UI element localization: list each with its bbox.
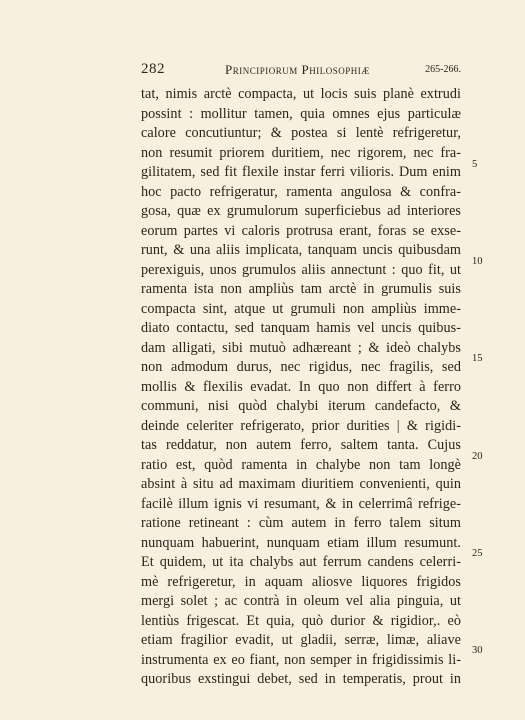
running-title: Principiorum Philosophiæ	[225, 62, 370, 77]
text-line: ratione retineant : cùm autem in ferro talem situm	[141, 515, 461, 531]
text-line: lentiùs frigescat. Et quia, quò durior & rigidior,. eò	[141, 612, 461, 629]
text-line: ramenta ista non ampliùs tam arctè in grumulis suis	[141, 281, 461, 297]
text-line: deinde celeriter refrigerato, prior durities | & rigidi-	[141, 417, 461, 434]
section-range: 265-266.	[425, 64, 461, 75]
text-line: tat, nimis arctè compacta, ut locis suis planè extrudi	[141, 86, 461, 102]
text-line: facilè illum ignis vi resumant, & in celerrimâ refrige-	[141, 495, 461, 512]
text-line: non resumit priorem duritiem, nec rigorem, nec fra-	[141, 144, 461, 161]
line-number: 30	[472, 645, 483, 656]
text-line: non admodum durus, nec rigidus, nec fragilis, sed	[141, 359, 461, 375]
text-line: tas reddatur, non autem ferro, saltem tanta. Cujus	[141, 437, 461, 453]
body-text	[141, 85, 461, 690]
text-line: compacta sint, atque ut grumuli non ampliùs imme-	[141, 300, 461, 317]
text-line: Et quidem, ut ita chalybs aut ferrum candens celerri-	[141, 554, 461, 570]
text-line: quoribus exstingui debet, sed in temperatis, prout in	[141, 671, 461, 687]
text-line: gilitatem, sed fit flexile instar ferri vilioris. Dum enim	[141, 164, 461, 180]
text-line: nunquam habuerint, nunquam etiam illum resumunt.	[141, 534, 461, 551]
text-line: mè refrigeretur, in aquam aliosve liquores frigidos	[141, 573, 461, 590]
text-line: dam alligati, sibi mutuò adhæreant ; & ideò chalybs	[141, 339, 461, 356]
text-line: diato contactu, sed tanquam hamis vel uncis quibus-	[141, 320, 461, 336]
text-line: communi, nisi quòd chalybi iterum candefacto, &	[141, 398, 461, 414]
text-line: runt, & una aliis implicata, tanquam uncis quibusdam	[141, 242, 461, 258]
text-line: absint à situ ad maximam diuritiem convenienti, quin	[141, 476, 461, 492]
text-line: etiam fragilior evadit, ut gladii, serræ, limæ, aliave	[141, 632, 461, 648]
text-line: hoc pacto refrigeratur, ramenta angulosa & confra-	[141, 183, 461, 200]
line-number: 25	[472, 548, 483, 559]
text-line: perexiguis, unos grumulos aliis annectunt : quo fit, ut	[141, 261, 461, 278]
line-number: 20	[472, 451, 483, 462]
text-line: eorum partes vi caloris protrusa erant, foras se exse-	[141, 222, 461, 239]
line-number: 10	[472, 256, 483, 267]
line-number: 15	[472, 353, 483, 364]
running-header	[141, 61, 461, 81]
page-number: 282	[141, 61, 165, 77]
text-line: possint : mollitur tamen, quia omnes ejus particulæ	[141, 105, 461, 122]
text-line: gosa, quæ ex grumulorum superficiebus ad interiores	[141, 203, 461, 219]
text-line: calore concutiuntur; & postea si lentè refrigeretur,	[141, 125, 461, 141]
text-line: instrumenta ex eo fiant, non semper in frigidissimis li-	[141, 651, 461, 668]
text-line: ratio est, quòd ramenta in chalybe non tam longè	[141, 456, 461, 473]
text-line: mergi solet ; ac contrà in oleum vel alia pinguia, ut	[141, 593, 461, 609]
line-number: 5	[472, 159, 478, 170]
text-line: mollis & flexilis evadat. In quo non differt à ferro	[141, 378, 461, 395]
